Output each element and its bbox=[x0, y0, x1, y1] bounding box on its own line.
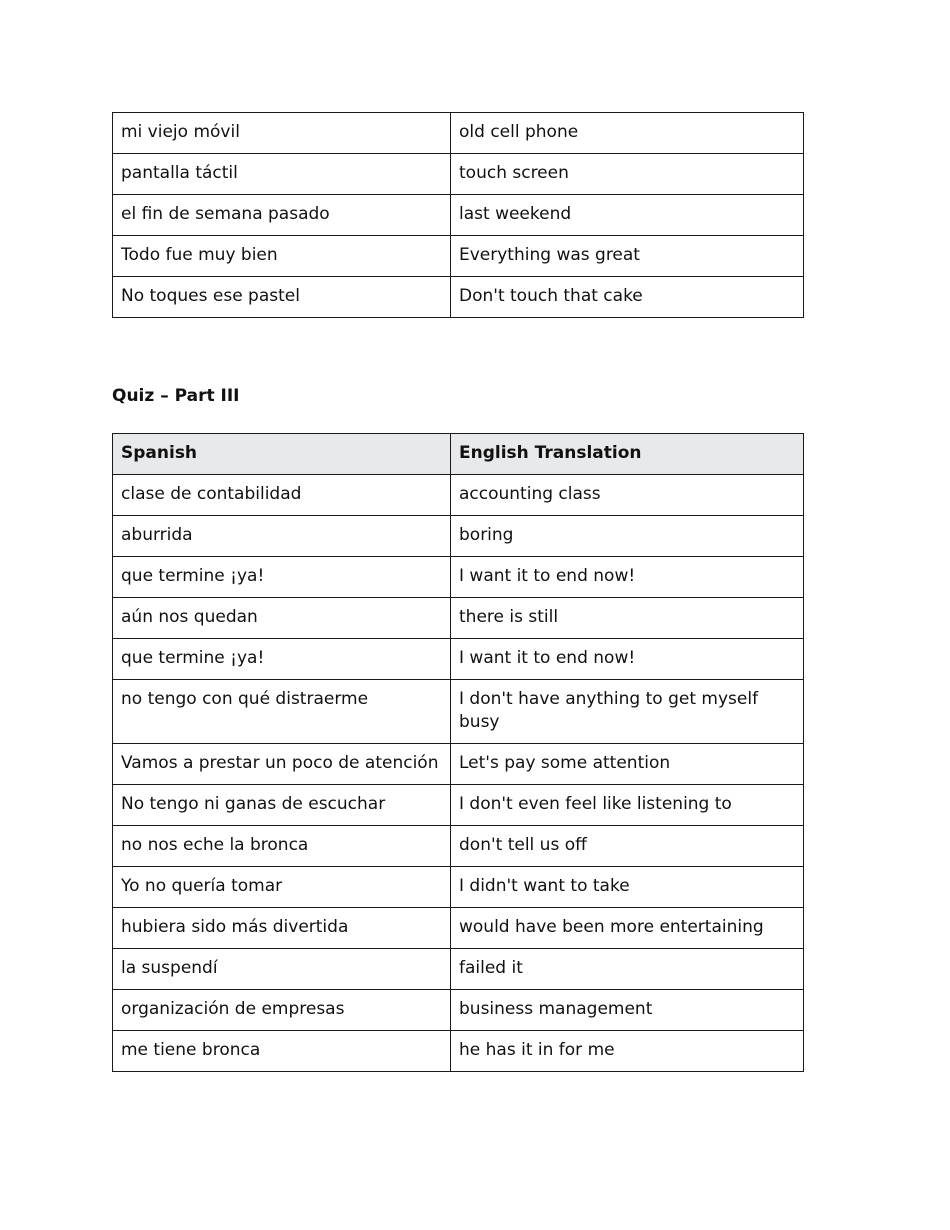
spanish-cell: No toques ese pastel bbox=[113, 277, 451, 318]
english-cell: I don't have anything to get myself busy bbox=[451, 680, 804, 744]
table-row bbox=[113, 1031, 804, 1072]
spanish-cell: la suspendí bbox=[113, 949, 451, 990]
table-row bbox=[113, 908, 804, 949]
table-row bbox=[113, 785, 804, 826]
english-cell: Let's pay some attention bbox=[451, 744, 804, 785]
spanish-cell: No tengo ni ganas de escuchar bbox=[113, 785, 451, 826]
english-cell: Everything was great bbox=[451, 236, 804, 277]
vocabulary-table-top bbox=[112, 112, 804, 318]
spanish-cell: organización de empresas bbox=[113, 990, 451, 1031]
table-row bbox=[113, 277, 804, 318]
table-row bbox=[113, 236, 804, 277]
spanish-cell: no tengo con qué distraerme bbox=[113, 680, 451, 744]
english-cell: accounting class bbox=[451, 475, 804, 516]
english-cell: he has it in for me bbox=[451, 1031, 804, 1072]
spanish-cell: Todo fue muy bien bbox=[113, 236, 451, 277]
table-row bbox=[113, 516, 804, 557]
table-row bbox=[113, 826, 804, 867]
english-cell: Don't touch that cake bbox=[451, 277, 804, 318]
english-cell: I want it to end now! bbox=[451, 557, 804, 598]
english-cell: business management bbox=[451, 990, 804, 1031]
spanish-cell: me tiene bronca bbox=[113, 1031, 451, 1072]
table-row bbox=[113, 867, 804, 908]
english-cell: last weekend bbox=[451, 195, 804, 236]
table-row bbox=[113, 475, 804, 516]
table-row bbox=[113, 195, 804, 236]
spanish-cell: mi viejo móvil bbox=[113, 113, 451, 154]
header-english-translation: English Translation bbox=[451, 434, 804, 475]
table-row bbox=[113, 949, 804, 990]
english-cell: I want it to end now! bbox=[451, 639, 804, 680]
spanish-cell: que termine ¡ya! bbox=[113, 639, 451, 680]
spanish-cell: Vamos a prestar un poco de atención bbox=[113, 744, 451, 785]
vocabulary-table-top-body bbox=[113, 113, 804, 318]
spanish-cell: clase de contabilidad bbox=[113, 475, 451, 516]
table-row bbox=[113, 113, 804, 154]
english-cell: failed it bbox=[451, 949, 804, 990]
spanish-cell: pantalla táctil bbox=[113, 154, 451, 195]
spanish-cell: el fin de semana pasado bbox=[113, 195, 451, 236]
english-cell: old cell phone bbox=[451, 113, 804, 154]
table-row bbox=[113, 744, 804, 785]
quiz-part-3-table-body bbox=[113, 475, 804, 1072]
table-row bbox=[113, 154, 804, 195]
quiz-part-3-table bbox=[112, 433, 804, 1072]
table-row bbox=[113, 598, 804, 639]
english-cell: I didn't want to take bbox=[451, 867, 804, 908]
table-header-row bbox=[113, 434, 804, 475]
table-row bbox=[113, 557, 804, 598]
english-cell: there is still bbox=[451, 598, 804, 639]
english-cell: I don't even feel like listening to bbox=[451, 785, 804, 826]
english-cell: would have been more entertaining bbox=[451, 908, 804, 949]
english-cell: boring bbox=[451, 516, 804, 557]
table-row bbox=[113, 990, 804, 1031]
table-row bbox=[113, 680, 804, 744]
spanish-cell: que termine ¡ya! bbox=[113, 557, 451, 598]
english-cell: touch screen bbox=[451, 154, 804, 195]
spanish-cell: hubiera sido más divertida bbox=[113, 908, 451, 949]
spanish-cell: no nos eche la bronca bbox=[113, 826, 451, 867]
table-row bbox=[113, 639, 804, 680]
spanish-cell: aburrida bbox=[113, 516, 451, 557]
spanish-cell: aún nos quedan bbox=[113, 598, 451, 639]
quiz-part-3-heading: Quiz – Part III bbox=[112, 386, 240, 406]
english-cell: don't tell us off bbox=[451, 826, 804, 867]
header-spanish: Spanish bbox=[113, 434, 451, 475]
spanish-cell: Yo no quería tomar bbox=[113, 867, 451, 908]
